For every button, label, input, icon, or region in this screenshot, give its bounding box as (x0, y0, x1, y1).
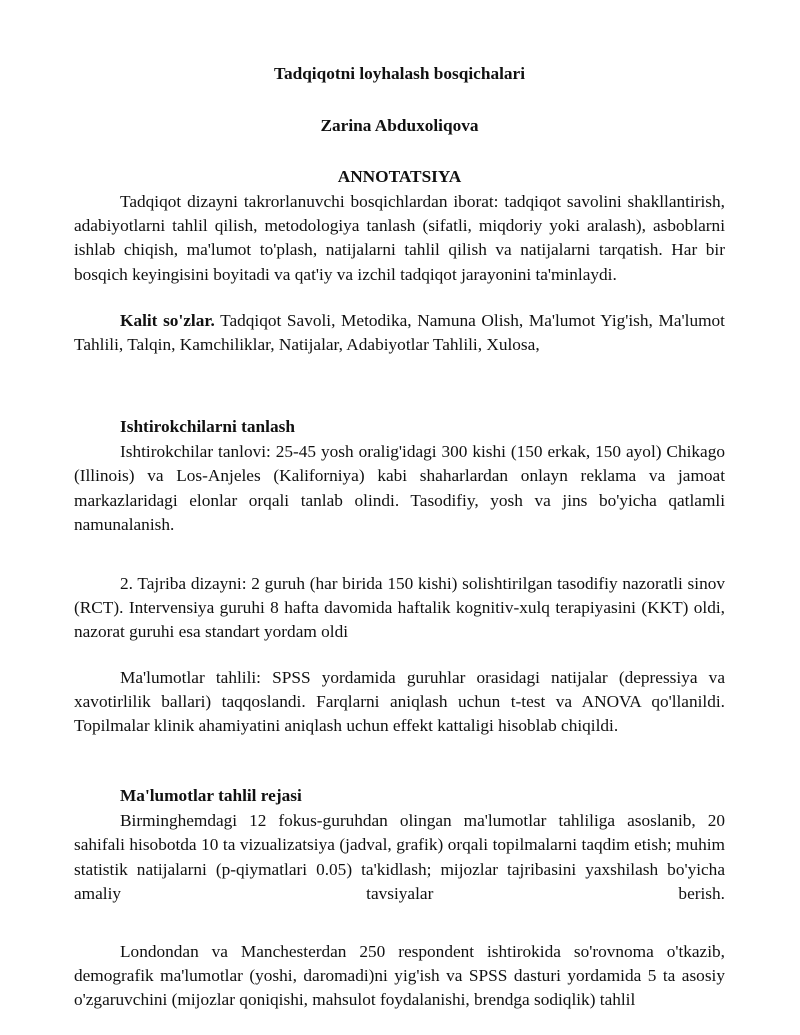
keywords-text: Tadqiqot Savoli, Metodika, Namuna Olish, Ma'lumot Yig'ish, Ma'lumot Tahlili, Talqin, Kamchiliklar, Natijalar, Adabiyotlar Tahlili, Xulosa, (74, 310, 725, 355)
keywords-paragraph (74, 309, 725, 357)
document-page (74, 62, 725, 1013)
document-title: Tadqiqotni loyhalash bosqichalari (274, 64, 525, 83)
keywords-label: Kalit so'zlar. (120, 310, 215, 330)
abstract-heading: ANNOTATSIYA (337, 167, 462, 186)
abstract-text: Tadqiqot dizayni takrorlanuvchi bosqichlardan iborat: tadqiqot savolini shakllantirish, adabiyotlarni tahlil qilish, metodologiya tanlash (sifatli, miqdoriy yoki aralash), asboblarni ishlab chiqish, ma'lumot to'plash, natijalarni tahlil qilish va natijalarni tarqatish. Har bir bosqich keyingisini boyitadi va qat'iy va izchil tadqiqot jarayonini ta'minlaydi. (74, 192, 725, 284)
data-analysis-paragraph: Ma'lumotlar tahlili: SPSS yordamida guruhlar orasidagi natijalar (depressiya va xavotirlilik ballari) taqqoslandi. Farqlarni aniqlash uchun t-test va ANOVA qo'llanildi. Topilmalar klinik ahamiyatini aniqlash uchun effekt kattaligi hisoblab chiqildi. (74, 667, 725, 736)
section-heading-participants: Ishtirokchilarni tanlash (120, 417, 295, 437)
survey-paragraph: Londondan va Manchesterdan 250 respondent ishtirokida so'rovnoma o'tkazib, demografik ma'lumotlar (yoshi, daromadi)ni yig'ish va SPSS dasturi yordamida 5 ta asosiy o'zgaruvchini (mijozlar qoniqishi, mahsulot foydalanishi, brendga sodiqlik) tahlil (74, 942, 725, 1010)
analysis-plan-paragraph: Birminghemdagi 12 fokus-guruhdan olingan ma'lumotlar tahliliga asoslanib, 20 sahifali hisobotda 10 ta vizualizatsiya (jadval, grafik) orqali topilmalarni taqdim etish; muhim statistik natijalarni (p-qiymatlari 0.05) ta'kidlash; mijozlar tajribasini yaxshilash bo'yicha amaliy tavsiyalar berish. (74, 811, 725, 903)
author-name: Zarina Abduxoliqova (320, 116, 479, 135)
section-heading-analysis-plan: Ma'lumotlar tahlil rejasi (120, 786, 302, 806)
participants-paragraph: Ishtirokchilar tanlovi: 25-45 yosh oralig'idagi 300 kishi (150 erkak, 150 ayol) Chikago (Illinois) va Los-Anjeles (Kaliforniya) kabi shaharlardan onlayn reklama va jamoat markazlaridagi elonlar orqali tanlab olindi. Tasodifiy, yosh va jins bo'yicha qatlamli namunalanish. (74, 442, 725, 534)
experiment-design-paragraph: 2. Tajriba dizayni: 2 guruh (har birida 150 kishi) solishtirilgan tasodifiy nazoratli sinov (RCT). Intervensiya guruhi 8 hafta davomida haftalik kognitiv-xulq terapiyasini (KKT) oldi, nazorat guruhi esa standart yordam oldi (74, 574, 725, 642)
